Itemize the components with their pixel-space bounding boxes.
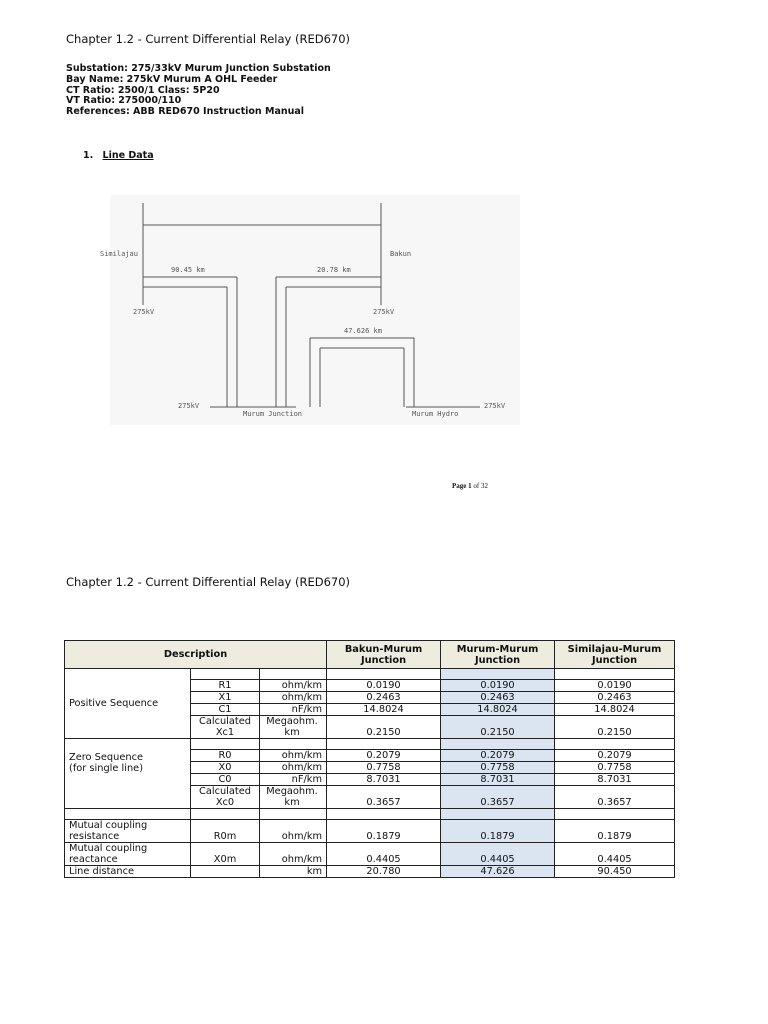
header-bakun: Bakun-Murum Junction (327, 641, 441, 669)
distance-left-label: 90.45 km (171, 266, 205, 274)
symbol-cell: R0m (191, 820, 260, 843)
value-cell: 0.2079 (441, 750, 555, 762)
value-cell: 0.4405 (327, 843, 441, 866)
single-line-diagram-svg (100, 195, 520, 425)
unit-cell: ohm/km (260, 762, 327, 774)
value-cell: 0.0190 (441, 680, 555, 692)
value-cell: 8.7031 (441, 774, 555, 786)
value-cell: 0.0190 (555, 680, 675, 692)
mutual-resistance-label: Mutual coupling resistance (65, 820, 191, 843)
substation-line: Substation: 275/33kV Murum Junction Substation (66, 63, 331, 74)
section-number: 1. (83, 150, 94, 161)
value-cell: 0.3657 (555, 786, 675, 809)
unit-cell: ohm/km (260, 680, 327, 692)
value-cell: 0.2150 (441, 716, 555, 739)
table-row (65, 739, 675, 750)
value-cell: 0.1879 (327, 820, 441, 843)
symbol-cell: Calculated Xc1 (191, 716, 260, 739)
substation-info (66, 64, 331, 118)
table-row (65, 669, 675, 680)
symbol-cell: Calculated Xc0 (191, 786, 260, 809)
distance-right-label: 20.78 km (317, 266, 351, 274)
positive-sequence-label: Positive Sequence (65, 669, 191, 739)
value-cell: 0.7758 (441, 762, 555, 774)
similajau-label: Similajau (100, 250, 138, 258)
table-row (65, 866, 675, 878)
voltage-right-mid: 275kV (373, 308, 395, 316)
value-cell: 0.0190 (327, 680, 441, 692)
symbol-cell: X0 (191, 762, 260, 774)
vt-ratio-line: VT Ratio: 275000/110 (66, 95, 182, 107)
bay-name-line: Bay Name: 275kV Murum A OHL Feeder (66, 73, 278, 85)
symbol-cell: R1 (191, 680, 260, 692)
unit-cell: Megaohm. km (260, 786, 327, 809)
table-header-row (65, 641, 675, 669)
table-row (65, 820, 675, 843)
references-line: References: ABB RED670 Instruction Manual (66, 106, 305, 118)
line-parameters-table (64, 640, 675, 878)
value-cell: 0.7758 (327, 762, 441, 774)
value-cell: 0.2079 (555, 750, 675, 762)
ct-ratio-line: CT Ratio: 2500/1 Class: 5P20 (66, 84, 220, 96)
murum-hydro-label: Murum Hydro (412, 410, 459, 418)
value-cell: 0.1879 (441, 820, 555, 843)
value-cell: 14.8024 (327, 704, 441, 716)
value-cell: 90.450 (555, 866, 675, 878)
line-distance-label: Line distance (65, 866, 191, 878)
unit-cell: Megaohm. km (260, 716, 327, 739)
value-cell: 47.626 (441, 866, 555, 878)
header-description: Description (65, 641, 327, 669)
value-cell: 0.3657 (327, 786, 441, 809)
voltage-left-bottom: 275kV (178, 402, 200, 410)
bakun-label: Bakun (390, 250, 412, 258)
value-cell: 0.2150 (555, 716, 675, 739)
unit-cell: nF/km (260, 704, 327, 716)
voltage-left-mid: 275kV (133, 308, 155, 316)
chapter-title: Chapter 1.2 - Current Differential Relay (RED670) (66, 32, 351, 46)
zero-sequence-label: Zero Sequence (for single line) (65, 739, 191, 809)
value-cell: 0.2463 (327, 692, 441, 704)
murum-junction-label: Murum Junction (243, 410, 303, 418)
unit-cell: ohm/km (260, 692, 327, 704)
unit-cell: ohm/km (260, 750, 327, 762)
distance-hydro-label: 47.626 km (344, 327, 382, 335)
value-cell: 8.7031 (555, 774, 675, 786)
section-heading (83, 150, 154, 161)
unit-cell: nF/km (260, 774, 327, 786)
unit-cell: ohm/km (260, 843, 327, 866)
value-cell: 0.3657 (441, 786, 555, 809)
value-cell: 0.2079 (327, 750, 441, 762)
symbol-cell: X1 (191, 692, 260, 704)
chapter-title-repeat: Chapter 1.2 - Current Differential Relay (RED670) (66, 575, 351, 589)
value-cell: 0.7758 (555, 762, 675, 774)
section-title: Line Data (102, 150, 154, 161)
table-row (65, 809, 675, 820)
value-cell: 0.2150 (327, 716, 441, 739)
unit-cell: ohm/km (260, 820, 327, 843)
mutual-reactance-label: Mutual coupling reactance (65, 843, 191, 866)
value-cell: 14.8024 (555, 704, 675, 716)
page-current: 1 (468, 482, 472, 490)
header-similajau: Similajau-Murum Junction (555, 641, 675, 669)
value-cell: 14.8024 (441, 704, 555, 716)
value-cell: 0.1879 (555, 820, 675, 843)
unit-cell: km (260, 866, 327, 878)
value-cell: 8.7031 (327, 774, 441, 786)
value-cell: 20.780 (327, 866, 441, 878)
symbol-cell: R0 (191, 750, 260, 762)
value-cell: 0.4405 (441, 843, 555, 866)
symbol-cell: C0 (191, 774, 260, 786)
symbol-cell: C1 (191, 704, 260, 716)
page-number (452, 482, 488, 490)
header-murum: Murum-Murum Junction (441, 641, 555, 669)
page-total: of 32 (473, 482, 488, 490)
value-cell: 0.2463 (441, 692, 555, 704)
symbol-cell: X0m (191, 843, 260, 866)
voltage-right-bottom: 275kV (484, 402, 506, 410)
line-diagram (100, 195, 520, 425)
page-label: Page (452, 482, 467, 490)
value-cell: 0.2463 (555, 692, 675, 704)
symbol-cell (191, 866, 260, 878)
value-cell: 0.4405 (555, 843, 675, 866)
table-row (65, 843, 675, 866)
